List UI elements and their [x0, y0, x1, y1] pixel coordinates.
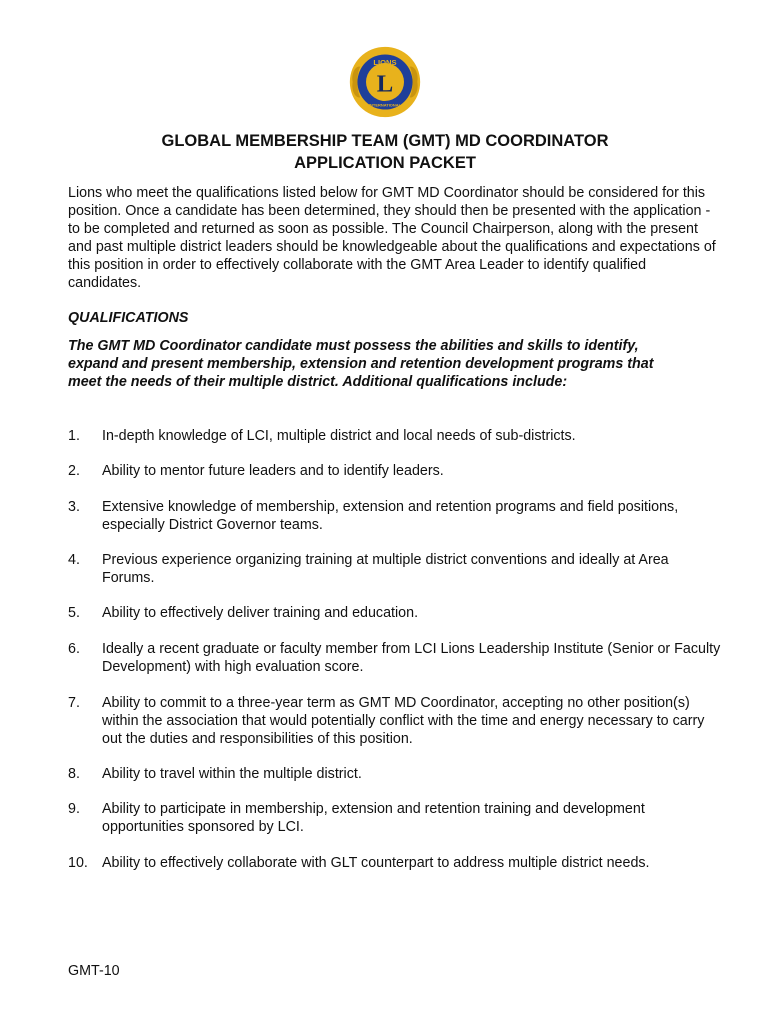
list-item-number: 1.: [68, 428, 80, 444]
lions-logo: [347, 44, 423, 120]
document-title-line1: GLOBAL MEMBERSHIP TEAM (GMT) MD COORDINATOR: [161, 132, 609, 150]
list-item-text: Ability to participate in membership, extension and retention training and development opportunities sponsored by LCI.: [102, 801, 645, 835]
list-item-text: Ability to travel within the multiple district.: [102, 766, 362, 782]
qualifications-lead: The GMT MD Coordinator candidate must possess the abilities and skills to identify, expand and present membership, extension and retention development programs that meet the needs of their multiple district. Additional qualifications include:: [68, 338, 654, 390]
list-item-number: 8.: [68, 766, 80, 782]
document-title-line2: APPLICATION PACKET: [294, 154, 476, 172]
logo-top-text: LIONS: [373, 57, 397, 67]
list-item-number: 3.: [68, 499, 80, 515]
list-item-number: 6.: [68, 641, 80, 657]
list-item-number: 7.: [68, 695, 80, 711]
list-item-text: Ideally a recent graduate or faculty member from LCI Lions Leadership Institute (Senior or Faculty Development) with high evaluation score.: [102, 641, 721, 675]
list-item-text: Ability to effectively collaborate with GLT counterpart to address multiple district needs.: [102, 855, 650, 871]
list-item-text: Ability to mentor future leaders and to identify leaders.: [102, 463, 444, 479]
intro-paragraph: Lions who meet the qualifications listed below for GMT MD Coordinator should be considered for this position. Once a candidate has been determined, they should then be presented with the application - to be completed and returned as soon as possible. The Council Chairperson, along with the present and past multiple district leaders should be knowledgeable about the qualifications and expectations of this position in order to effectively collaborate with the GMT Area Leader to identify qualified candidates.: [68, 185, 716, 291]
logo-bottom-text: INTERNATIONAL: [368, 102, 402, 108]
list-item-number: 4.: [68, 552, 80, 568]
qualifications-heading: QUALIFICATIONS: [68, 310, 189, 326]
list-item-text: Extensive knowledge of membership, extension and retention programs and field positions, especially District Governor teams.: [102, 499, 679, 533]
list-item-text: Ability to commit to a three-year term as GMT MD Coordinator, accepting no other position(s) within the association that would potentially conflict with the time and energy necessary to carry out the duties and responsibilities of this position.: [102, 695, 705, 747]
list-item-number: 9.: [68, 801, 80, 817]
list-item-number: 2.: [68, 463, 80, 479]
list-item-text: In-depth knowledge of LCI, multiple district and local needs of sub-districts.: [102, 428, 576, 444]
list-item-number: 5.: [68, 605, 80, 621]
list-item-number: 10.: [68, 855, 88, 871]
list-item-text: Ability to effectively deliver training and education.: [102, 605, 419, 621]
logo-letter: L: [376, 70, 394, 98]
page-footer-code: GMT-10: [68, 963, 120, 979]
list-item-text: Previous experience organizing training at multiple district conventions and ideally at Area Forums.: [102, 552, 669, 586]
